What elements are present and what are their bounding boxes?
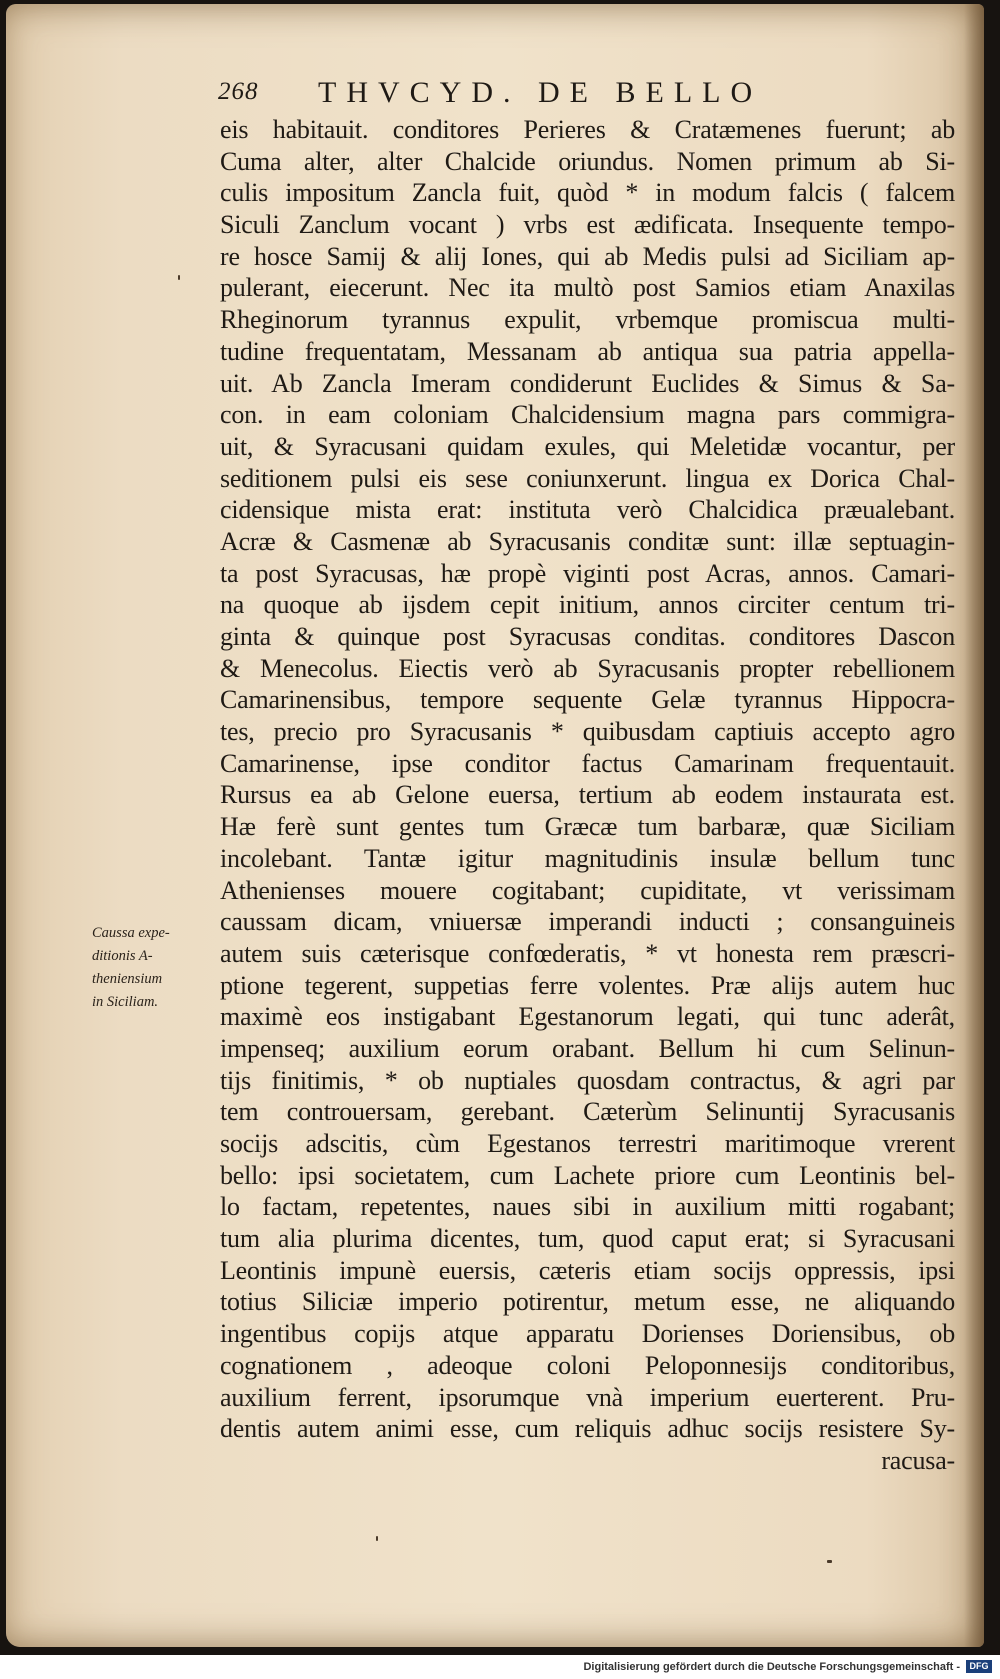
marginal-note [92,922,216,1014]
text-line: ginta & quinque post Syracusas conditas. conditores Dascon [220,622,955,651]
text-line: pulerant, eiecerunt. Nec ita multò post Samios etiam Anaxilas [220,273,955,303]
text-line: seditionem pulsi eis sese coniunxerunt. lingua ex Dorica Chal- [220,463,955,493]
marginal-note-line: ditionis A- [92,948,153,964]
text-line: eis habitauit. conditores Perieres & Cratæmenes fuerunt; ab [220,115,955,144]
funding-credit: Digitalisierung gefördert durch die Deutsche Forschungsgemeinschaft - [583,1661,960,1673]
text-line: impenseq; auxilium eorum orabant. Bellum hi cum Selinun- [220,1033,955,1063]
text-line: re hosce Samij & alij Iones, qui ab Medis pulsi ad Siciliam ap- [220,241,955,271]
text-line: tudine frequentatam, Messanam ab antiqua sua patria appella- [220,336,955,366]
text-line: racusa- [881,1445,955,1475]
text-line: socijs adscitis, cùm Egestanos terrestri maritimoque vrerent [220,1129,955,1158]
text-line: na quoque ab ijsdem cepit initium, annos circiter centum tri- [220,590,955,620]
text-line: Rursus ea ab Gelone euersa, tertium ab eodem instaurata est. [220,780,955,810]
text-line: Leontinis impunè euersis, cæteris etiam socijs oppressis, ipsi [220,1255,955,1285]
text-line: cidensique mista erat: instituta verò Chalcidica præualebant. [220,495,955,525]
text-line: uit, & Syracusani quidam exules, qui Meletidæ vocantur, per [220,431,955,461]
text-line: Rheginorum tyrannus expulit, vrbemque promiscua multi- [220,305,955,335]
text-line: ptione tegerent, suppetias ferre volentes. Præ alijs autem huc [220,970,955,1000]
text-line: tes, precio pro Syracusanis * quibusdam captiuis accepto agro [220,717,955,747]
text-line: Hæ ferè sunt gentes tum Græcæ tum barbaræ, quæ Siciliam [220,812,955,842]
ink-speck [178,275,180,280]
text-line: auxilium ferrent, ipsorumque vnà imperium euerterent. Pru- [220,1382,955,1412]
text-line: & Menecolus. Eiectis verò ab Syracusanis propter rebellionem [220,653,955,683]
text-line: uit. Ab Zancla Imeram condiderunt Euclides & Simus & Sa- [220,368,955,398]
text-line: bello: ipsi societatem, cum Lachete priore cum Leontinis bel- [220,1160,955,1190]
dfg-logo: DFG [966,1660,992,1673]
text-line: tem controuersam, gerebant. Cæterùm Selinuntij Syracusanis [220,1097,955,1127]
body-text [220,114,955,1477]
page-number: 268 [218,78,259,105]
marginal-note-line: in Siciliam. [92,994,159,1010]
marginal-note-line: theniensium [92,971,163,987]
ink-speck [827,1560,832,1563]
text-line: con. in eam coloniam Chalcidensium magna pars commigra- [220,400,955,430]
text-line: caussam dicam, vniuersæ imperandi inducti ; consanguineis [220,907,955,937]
page-header [218,76,848,116]
text-line: totius Siliciæ imperio potirentur, metum esse, ne aliquando [220,1287,955,1317]
running-head: THVCYD. DE BELLO [318,76,763,109]
text-line: incolebant. Tantæ igitur magnitudinis insulæ bellum tunc [220,843,955,873]
text-line: ingentibus copijs atque apparatu Dorienses Doriensibus, ob [220,1319,955,1349]
text-line: ta post Syracusas, hæ propè viginti post Acras, annos. Camari- [220,558,955,588]
text-line: cognationem , adeoque coloni Peloponnesijs conditoribus, [220,1350,955,1380]
ink-speck [376,1536,378,1541]
text-line: tijs finitimis, * ob nuptiales quosdam contractus, & agri par [220,1065,955,1095]
text-line: Cuma alter, alter Chalcide oriundus. Nomen primum ab Si- [220,146,955,176]
text-line: Siculi Zanclum vocant ) vrbs est ædificata. Insequente tempo- [220,210,955,240]
page-gutter-shadow [964,4,984,1647]
text-line: Acræ & Casmenæ ab Syracusanis conditæ sunt: illæ septuagin- [220,526,955,556]
text-line: autem suis cæterisque confœderatis, * vt honesta rem præscri- [220,938,955,968]
text-line: maximè eos instigabant Egestanorum legati, qui tunc aderât, [220,1002,955,1032]
text-line: Camarinense, ipse conditor factus Camarinam frequentauit. [220,748,955,778]
text-line: dentis autem animi esse, cum reliquis adhuc socijs resistere Sy- [220,1414,955,1444]
text-line: lo factam, repetentes, naues sibi in auxilium mitti rogabant; [220,1192,955,1222]
text-line: Athenienses mouere cogitabant; cupiditate, vt verissimam [220,875,955,905]
marginal-note-line: Caussa expe- [92,925,170,941]
text-line: Camarinensibus, tempore sequente Gelæ tyrannus Hippocra- [220,685,955,715]
text-line: culis impositum Zancla fuit, quòd * in modum falcis ( falcem [220,178,955,208]
text-line: tum alia plurima dicentes, tum, quod caput erat; si Syracusani [220,1224,955,1254]
